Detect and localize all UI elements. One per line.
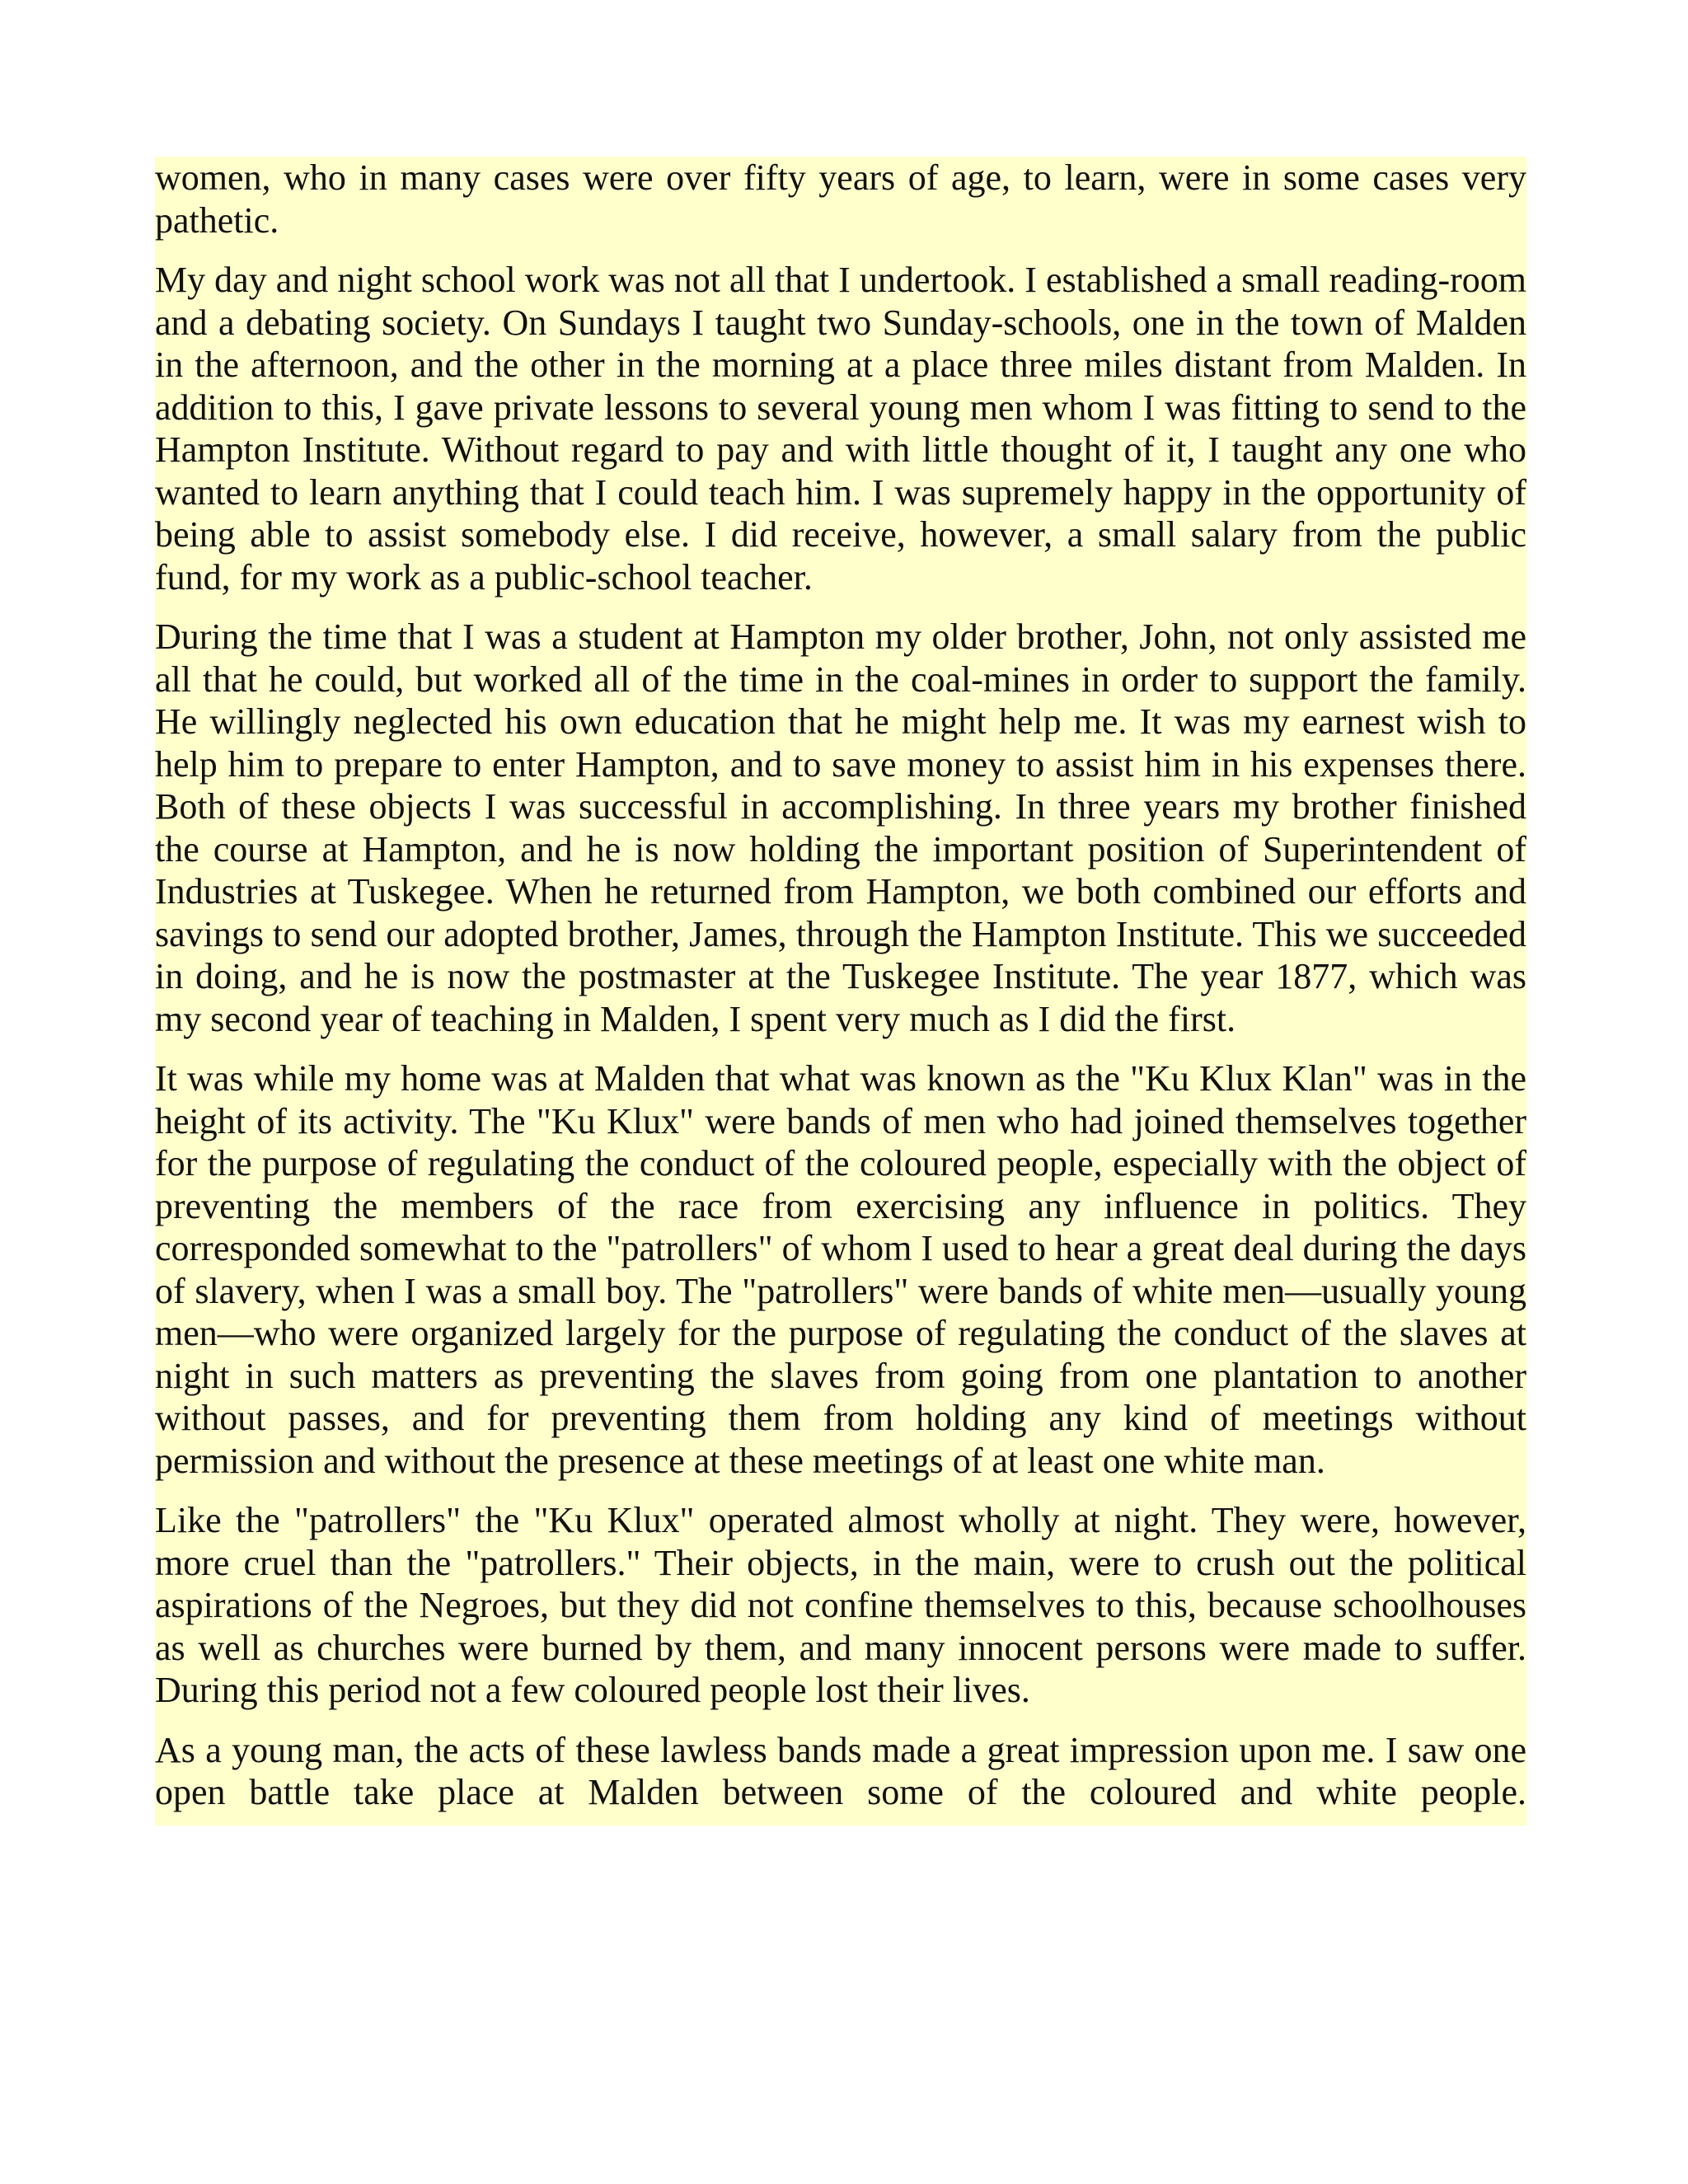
paragraph-4: It was while my home was at Malden that what was known as the "Ku Klux Klan" was in the height of its activity. The "Ku Klux" were bands of men who had joined themselves together for the purpose of regulating the conduct of the coloured people, especially with the object of preventing the members of the race from exercising any influence in politics. They corresponded somewhat to the "patrollers" of whom I used to hear a great deal during the days of slavery, when I was a small boy. The "patrollers" were bands of white men—usually young men—who were organized largely for the purpose of regulating the conduct of the slaves at night in such matters as preventing the slaves from going from one plantation to another without passes, and for preventing them from holding any kind of meetings without permission and without the presence at these meetings of at least one white man. [155, 1058, 1526, 1481]
paragraph-2: My day and night school work was not all that I undertook. I established a small reading-room and a debating society. On Sundays I taught two Sunday-schools, one in the town of Malden in the afternoon, and the other in the morning at a place three miles distant from Malden. In addition to this, I gave private lessons to several young men whom I was fitting to send to the Hampton Institute. Without regard to pay and with little thought of it, I taught any one who wanted to learn anything that I could teach him. I was supremely happy in the opportunity of being able to assist somebody else. I did receive, however, a small salary from the public fund, for my work as a public-school teacher. [155, 260, 1526, 598]
paragraph-1: women, who in many cases were over fifty years of age, to learn, were in some cases very pathetic. [155, 157, 1526, 241]
paragraph-6: As a young man, the acts of these lawless bands made a great impression upon me. I saw one open battle take place at Malden between some of the coloured and white people. [155, 1729, 1526, 1812]
document-page [155, 157, 1526, 1825]
paragraph-3: During the time that I was a student at Hampton my older brother, John, not only assisted me all that he could, but worked all of the time in the coal-mines in order to support the family. He willingly neglected his own education that he might help me. It was my earnest wish to help him to prepare to enter Hampton, and to save money to assist him in his expenses there. Both of these objects I was successful in accomplishing. In three years my brother finished the course at Hampton, and he is now holding the important position of Superintendent of Industries at Tuskegee. When he returned from Hampton, we both combined our efforts and savings to send our adopted brother, James, through the Hampton Institute. This we succeeded in doing, and he is now the postmaster at the Tuskegee Institute. The year 1877, which was my second year of teaching in Malden, I spent very much as I did the first. [155, 616, 1526, 1039]
paragraph-5: Like the "patrollers" the "Ku Klux" operated almost wholly at night. They were, however, more cruel than the "patrollers." Their objects, in the main, were to crush out the political aspirations of the Negroes, but they did not confine themselves to this, because schoolhouses as well as churches were burned by them, and many innocent persons were made to suffer. During this period not a few coloured people lost their lives. [155, 1500, 1526, 1710]
